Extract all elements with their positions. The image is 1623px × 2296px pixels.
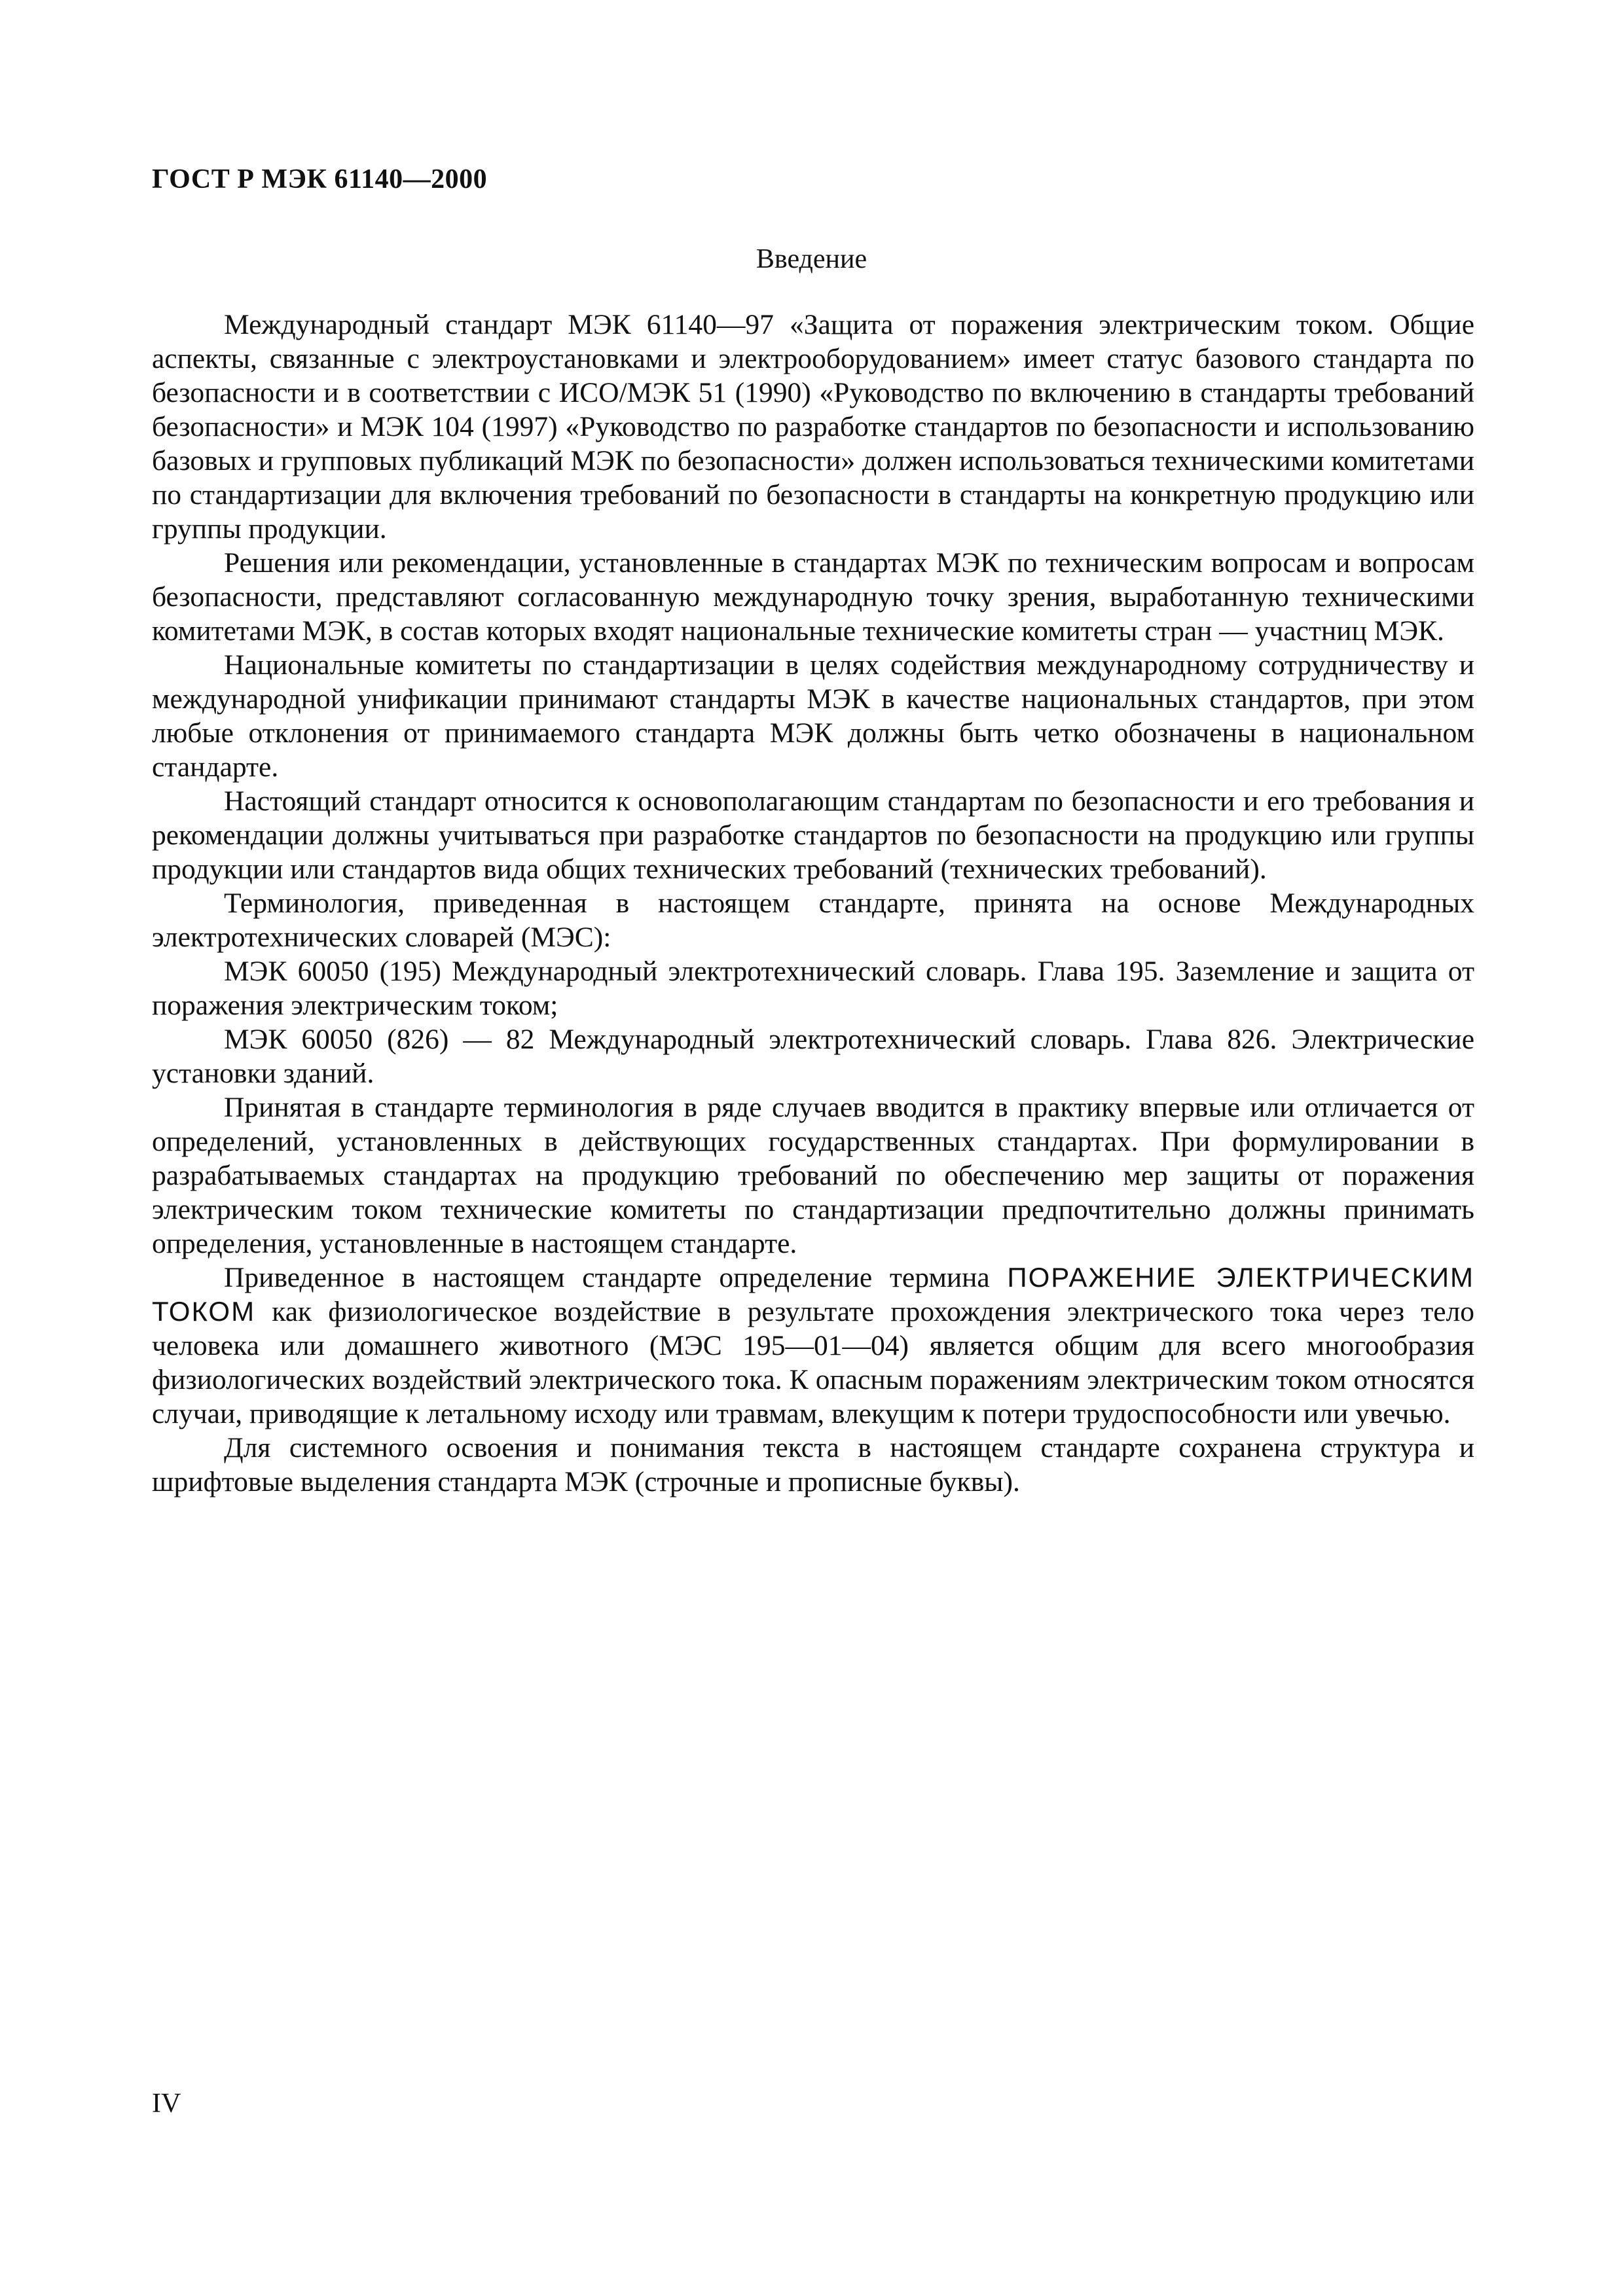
paragraph-4: Настоящий стандарт относится к основополагающим стандартам по безопасности и его требования и рекомендации должны учитываться при разработке стандартов по безопасности на продукцию или группы продукции или стандартов вида общих технических требований (технических требований). — [152, 785, 1474, 885]
term-electric-shock: ПОРАЖЕНИЕ ЭЛЕКТРИЧЕСКИМ ТОКОМ — [152, 1262, 1474, 1327]
paragraph-8: Принятая в стандарте терминология в ряде случаев вводится в практику впервые или отличается от определений, установленных в действующих государственных стандартах. При формулировании в разрабатываемых стандартах на продукцию требований по обеспечению мер защиты от поражения электрическим током технические комитеты по стандартизации предпочтительно должны принимать определения, установленные в настоящем стандарте. — [152, 1092, 1474, 1259]
page-header: ГОСТ Р МЭК 61140—2000 — [152, 164, 488, 194]
paragraph-9 — [152, 1261, 1474, 1431]
paragraph-10: Для системного освоения и понимания текста в настоящем стандарте сохранена структура и шрифтовые выделения стандарта МЭК (строчные и прописные буквы). — [152, 1432, 1474, 1498]
paragraph-7: МЭК 60050 (826) — 82 Международный электротехнический словарь. Глава 826. Электрические установки зданий. — [152, 1024, 1474, 1089]
page-number: IV — [152, 2089, 181, 2119]
body-text — [152, 308, 1474, 1499]
paragraph-6: МЭК 60050 (195) Международный электротехнический словарь. Глава 195. Заземление и защита от поражения электрическим током; — [152, 956, 1474, 1021]
paragraph-9-lead: Приведенное в настоящем стандарте определение термина — [224, 1262, 1008, 1293]
paragraph-5: Терминология, приведенная в настоящем стандарте, принята на основе Международных электротехнических словарей (МЭС): — [152, 888, 1474, 953]
paragraph-9-rest: как физиологическое воздействие в результате прохождения электрического тока через тело человека или домашнего животного (МЭС 195—01—04) является общим для всего многообразия физиологических воздействий электрического тока. К опасным поражениям электрическим током относятся случаи, приводящие к летальному исходу или травмам, влекущим к потери трудоспособности или увечью. — [152, 1296, 1474, 1429]
paragraph-1: Международный стандарт МЭК 61140—97 «Защита от поражения электрическим током. Общие аспекты, связанные с электроустановками и электрооборудованием» имеет статус базового стандарта по безопасности и в соответствии с ИСО/МЭК 51 (1990) «Руководство по включению в стандарты требований безопасности» и МЭК 104 (1997) «Руководство по разработке стандартов по безопасности и использованию базовых и групповых публикаций МЭК по безопасности» должен использоваться техническими комитетами по стандартизации для включения требований по безопасности в стандарты на конкретную продукцию или группы продукции. — [152, 309, 1474, 545]
paragraph-2: Решения или рекомендации, установленные в стандартах МЭК по техническим вопросам и вопросам безопасности, представляют согласованную международную точку зрения, выработанную техническими комитетами МЭК, в состав которых входят национальные технические комитеты стран — участниц МЭК. — [152, 547, 1474, 647]
section-title: Введение — [756, 244, 867, 274]
paragraph-3: Национальные комитеты по стандартизации в целях содействия международному сотрудничеству и международной унификации принимают стандарты МЭК в качестве национальных стандартов, при этом любые отклонения от принимаемого стандарта МЭК должны быть четко обозначены в национальном стандарте. — [152, 649, 1474, 783]
